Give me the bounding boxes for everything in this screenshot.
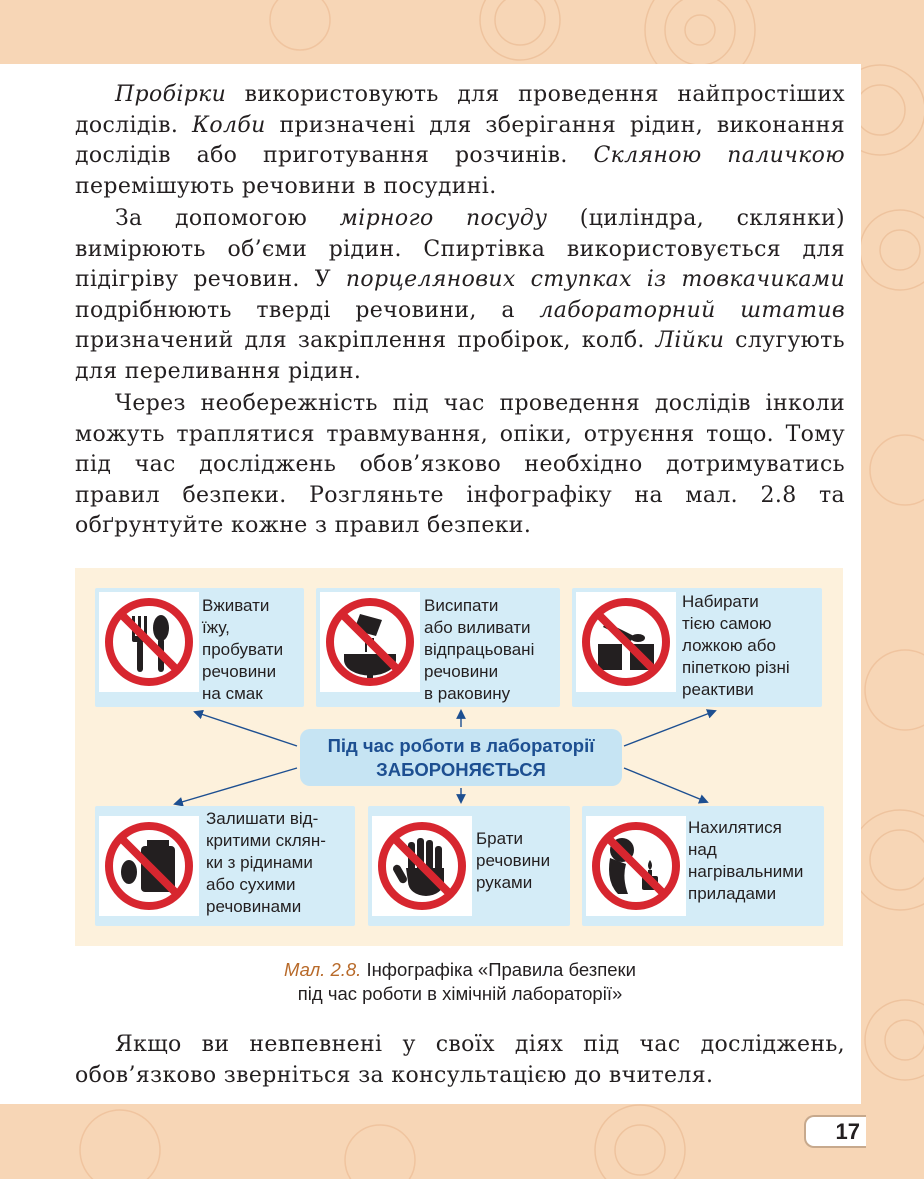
italic-term: Колби xyxy=(192,112,266,138)
rule-card-sink xyxy=(316,588,560,707)
rule-text-line: пробувати xyxy=(202,640,284,659)
caption-line2: під час роботи в хімічній лабораторії» xyxy=(297,983,623,1004)
lean-over-burner-icon xyxy=(586,816,686,916)
rule-text-line: речовинами xyxy=(206,897,302,916)
italic-term: Скляною паличкою xyxy=(593,143,845,168)
rule-text-line: руками xyxy=(476,873,533,892)
rule-card-jar xyxy=(95,806,355,926)
rule-text-line: Нахилятися xyxy=(688,818,782,837)
fork-spoon-icon xyxy=(99,592,199,692)
rule-text-line: в раковину xyxy=(424,684,511,703)
rule-text-line: Брати xyxy=(476,829,523,848)
rule-text-line: їжу, xyxy=(202,618,230,637)
paragraph-final: Якщо ви невпевнені у своїх діях під час досліджень, обов’язково зверніться за консультацією до вчителя. xyxy=(75,1032,845,1088)
rule-text xyxy=(476,828,550,894)
text-run: призначений для закріплення пробірок, колб. xyxy=(75,328,656,353)
rule-text-line: ки з рідинами xyxy=(206,853,313,872)
rule-text xyxy=(206,808,326,918)
rule-text-line: приладами xyxy=(688,884,777,903)
rule-text-line: Вживати xyxy=(202,596,270,615)
rule-text-line: на смак xyxy=(202,684,263,703)
rule-text-line: тією самою xyxy=(682,614,772,633)
figure-caption xyxy=(200,958,720,1006)
italic-term: Лійки xyxy=(655,328,725,353)
text-run: Через необережність під час проведення дослідів інколи можуть траплятися травмування, опіки, отруєння тощо. Тому під час досліджень обов’язково необхідно дотримуватись правил безпеки. Розгляньте інфографіку на мал. 2.8 та обґрунтуйте кожне з правил безпеки. xyxy=(75,391,845,538)
rule-text-line: нагрівальними xyxy=(688,862,804,881)
sink-pour-icon xyxy=(320,592,420,692)
text-run: призначені для зберігання рідин, виконання дослідів або приготування розчинів. xyxy=(75,112,845,168)
safety-infographic xyxy=(75,568,843,946)
italic-term: Пробірки xyxy=(115,82,227,107)
rule-card-spoon xyxy=(572,588,822,707)
body-text xyxy=(75,80,845,542)
text-run: використовують для проведення найпростіших дослідів. xyxy=(75,82,845,138)
text-run: За допомогою xyxy=(115,206,340,231)
open-jar-icon xyxy=(99,816,199,916)
paragraph-1 xyxy=(75,80,845,202)
rule-text-line: речовини xyxy=(202,662,277,681)
rule-text-line: піпеткою різні xyxy=(682,658,790,677)
rule-text-line: над xyxy=(688,840,717,859)
rule-text-line: відпрацьовані xyxy=(424,640,535,659)
italic-term: порцелянових ступках із товкачиками xyxy=(345,267,845,292)
rule-text-line: критими склян- xyxy=(206,831,326,850)
italic-term: мірного посуду xyxy=(339,206,548,231)
text-run: слугують для переливання рідин. xyxy=(75,328,845,384)
text-run: перемішують речовини в посудині. xyxy=(75,173,497,199)
rule-text xyxy=(424,595,534,705)
center-heading-line1: Під час роботи в лабораторії xyxy=(327,735,595,756)
rule-text-line: або виливати xyxy=(424,618,531,637)
page-number: 17 xyxy=(804,1115,866,1148)
text-run: (циліндра, склянки) вимірюють об’єми рідин. Спиртівка використовується для підігріву речовин. У xyxy=(75,206,845,292)
rule-text-line: речовини xyxy=(424,662,499,681)
rule-text xyxy=(682,591,790,701)
caption-line1 xyxy=(200,958,720,982)
rule-card-eat xyxy=(95,588,304,707)
rule-text-line: речовини xyxy=(476,851,551,870)
rule-text xyxy=(688,817,803,905)
center-heading-line2: ЗАБОРОНЯЄТЬСЯ xyxy=(376,759,546,780)
caption-title-1: Інфографіка «Правила безпеки xyxy=(361,959,636,980)
text-run: подрібнюють тверді речовини, а xyxy=(75,297,540,323)
rule-text-line: ложкою або xyxy=(682,636,776,655)
rule-text-line: Набирати xyxy=(682,592,759,611)
figure-number: Мал. 2.8. xyxy=(284,959,362,980)
hand-icon xyxy=(372,816,472,916)
paragraph-2 xyxy=(75,204,845,387)
paragraph-3 xyxy=(75,389,845,542)
spoon-reagents-icon xyxy=(576,592,676,692)
rule-text-line: реактиви xyxy=(682,680,754,699)
rule-card-burner xyxy=(582,806,824,926)
rule-text-line: Висипати xyxy=(424,596,499,615)
rule-text-line: Залишати від- xyxy=(206,809,319,828)
rule-card-hands xyxy=(368,806,570,926)
rule-text xyxy=(202,595,283,705)
center-heading xyxy=(300,729,622,786)
italic-term: лабораторний штатив xyxy=(539,297,845,323)
rule-text-line: або сухими xyxy=(206,875,296,894)
final-text xyxy=(75,1030,845,1091)
